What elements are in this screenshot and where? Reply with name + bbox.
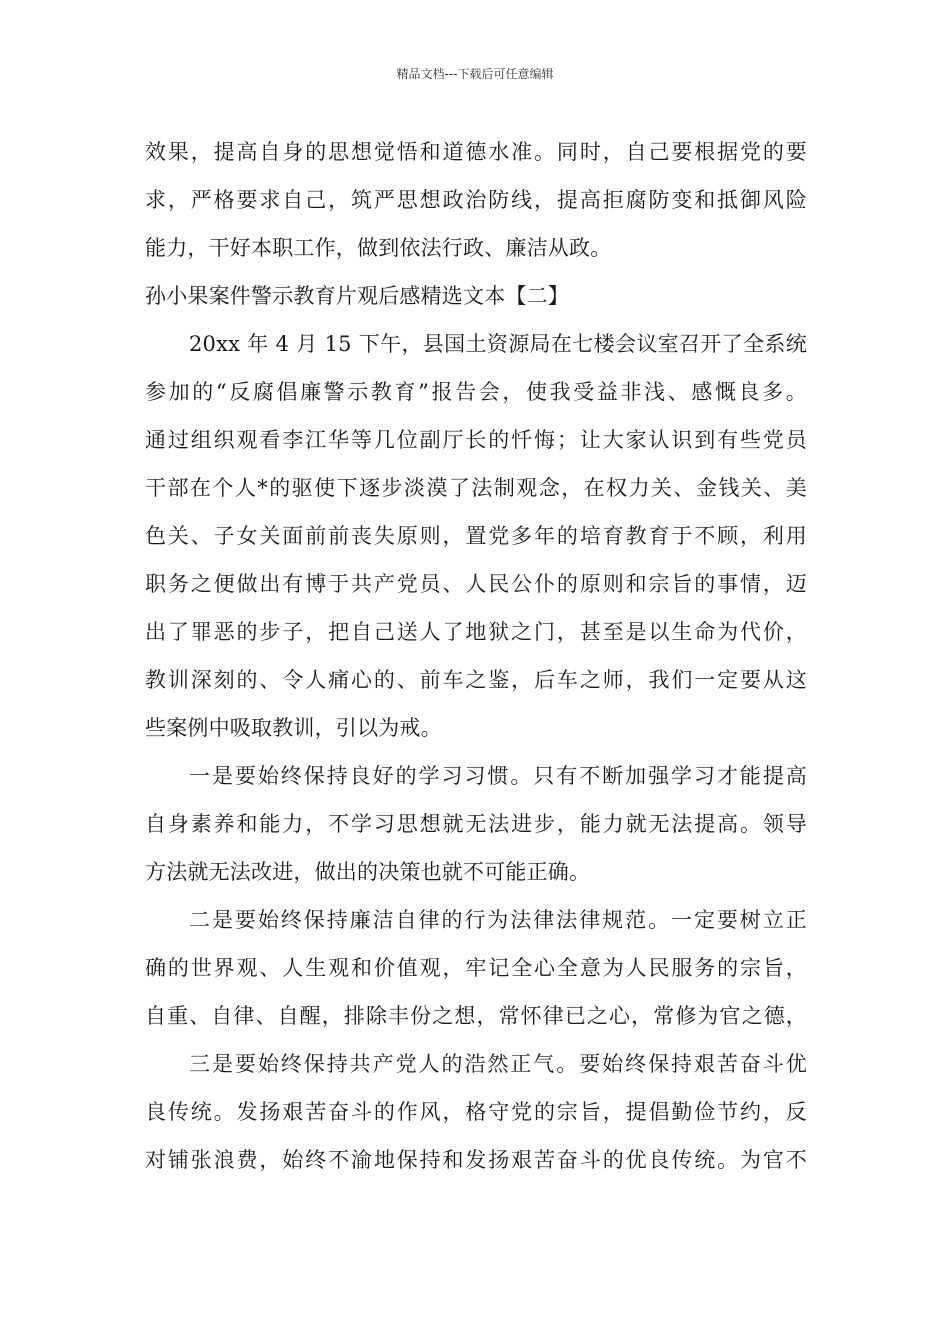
text-line: 效果，提高自身的思想觉悟和道德水准。同时，自己要根据党的要	[145, 140, 807, 164]
paragraph-first-line: 三是要始终保持共产党人的浩然正气。要始终保持艰苦奋斗优	[189, 1052, 807, 1076]
text-line: 色关、子女关面前前丧失原则，置党多年的培育教育于不顾，利用	[145, 524, 807, 548]
text-line: 方法就无法改进，做出的决策也就不可能正确。	[145, 860, 591, 884]
text-line: 出了罪恶的步子，把自己送人了地狱之门，甚至是以生命为代价，	[145, 620, 807, 644]
text-line: 对铺张浪费，始终不渝地保持和发扬艰苦奋斗的优良传统。为官不	[145, 1148, 807, 1172]
text-line: 些案例中吸取教训，引以为戒。	[145, 716, 442, 740]
paragraph-first-line: 20xx 年 4 月 15 下午，县国土资源局在七楼会议室召开了全系统	[189, 332, 807, 356]
text-line: 良传统。发扬艰苦奋斗的作风，格守党的宗旨，提倡勤俭节约，反	[145, 1100, 807, 1124]
text-line: 自重、自律、自醒，排除丰份之想，常怀律已之心，常修为官之德，	[145, 1004, 807, 1028]
text-line: 教训深刻的、令人痛心的、前车之鉴，后车之师，我们一定要从这	[145, 668, 807, 692]
text-line: 求，严格要求自己，筑严思想政治防线，提高拒腐防变和抵御风险	[145, 188, 807, 212]
page-header: 精品文档---下载后可任意编辑	[396, 67, 554, 81]
section-heading: 孙小果案件警示教育片观后感精选文本【二】	[145, 284, 569, 308]
paragraph-first-line: 二是要始终保持廉洁自律的行为法律法律规范。一定要树立正	[189, 908, 807, 932]
text-line: 职务之便做出有博于共产党员、人民公仆的原则和宗旨的事情，迈	[145, 572, 807, 596]
text-line: 确的世界观、人生观和价值观，牢记全心全意为人民服务的宗旨，	[145, 956, 807, 980]
text-line: 参加的“反腐倡廉警示教育”报告会，使我受益非浅、感慨良多。	[145, 380, 807, 404]
paragraph-first-line: 一是要始终保持良好的学习习惯。只有不断加强学习才能提高	[189, 764, 807, 788]
text-line: 能力，干好本职工作，做到依法行政、廉洁从政。	[145, 236, 612, 260]
text-line: 通过组织观看李江华等几位副厅长的忏悔；让大家认识到有些党员	[145, 428, 807, 452]
text-line: 干部在个人*的驱使下逐步淡漠了法制观念，在权力关、金钱关、美	[145, 476, 807, 500]
document-body	[145, 128, 807, 1184]
text-line: 自身素养和能力，不学习思想就无法进步，能力就无法提高。领导	[145, 812, 807, 836]
